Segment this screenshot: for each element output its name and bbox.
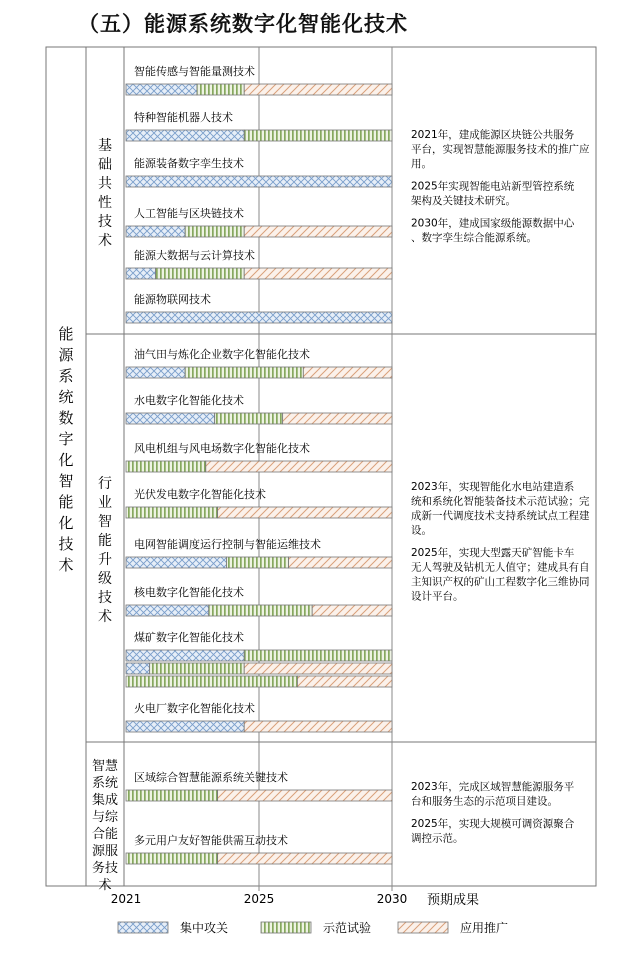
group-label-line: 集成 (91, 793, 119, 808)
bar-segment-demo (215, 413, 283, 424)
tech-name: 特种智能机器人技术 (134, 111, 233, 124)
group-label-char: 能 (98, 533, 112, 549)
main-label-char: 技 (58, 535, 74, 553)
outcome-text: 、数字孪生综合能源系统。 (411, 232, 537, 244)
group-label-line: 系统 (91, 776, 119, 791)
outcome-text: 2025年，实现大规模可调资源聚合 (411, 818, 575, 830)
bar-segment-demo (226, 557, 288, 568)
bar-segment-focus (126, 226, 185, 237)
outcome-text: 2030年，建成国家级能源数据中心 (411, 217, 575, 230)
group-label-char: 术 (98, 233, 112, 249)
group-label-line: 合能 (91, 827, 119, 842)
bar-segment-demo (126, 461, 206, 472)
group-label-line: 智慧 (91, 759, 119, 774)
tech-name: 电网智能调度运行控制与智能运维技术 (134, 538, 321, 551)
outcome-text: 2025年，实现大型露天矿智能卡车 (411, 547, 575, 559)
bar-segment-demo (244, 130, 392, 141)
bar-segment-focus (126, 650, 244, 661)
bar-segment-demo (156, 268, 245, 279)
axis-year-label: 2021 (110, 892, 142, 906)
bar-segment-focus (126, 130, 244, 141)
group-label-char: 共 (98, 176, 112, 192)
bar-segment-focus (126, 663, 150, 674)
outcome-text: 调控示范。 (411, 832, 464, 845)
tech-name: 人工智能与区块链技术 (134, 207, 244, 220)
group-label-char: 升 (98, 552, 112, 568)
group-label-char: 术 (98, 609, 112, 625)
group-label-char: 级 (98, 571, 112, 587)
outcome-text: 成新一代调度技术支持系统试点工程建 (411, 510, 590, 522)
outcome-text: 统和系统化智能装备技术示范试验；完 (411, 495, 590, 508)
bar-segment-focus (126, 312, 392, 323)
outcome-text: 设计平台。 (411, 590, 464, 603)
main-label-char: 化 (58, 514, 74, 532)
legend-swatch-demo (261, 922, 311, 933)
bar-segment-promo (289, 557, 392, 568)
tech-name: 水电数字化智能化技术 (134, 394, 244, 407)
tech-name: 智能传感与智能量测技术 (134, 65, 255, 78)
bar-segment-promo (297, 676, 392, 687)
bar-segment-focus (126, 605, 209, 616)
group-label-char: 性 (98, 195, 112, 211)
bar-segment-demo (126, 676, 297, 687)
legend-label: 集中攻关 (180, 921, 229, 935)
group-label-char: 础 (98, 157, 112, 173)
outcome-text: 平台，实现智慧能源服务技术的推广应 (411, 143, 590, 156)
bar-segment-demo (126, 853, 218, 864)
main-label-char: 源 (58, 346, 74, 364)
bar-segment-promo (283, 413, 392, 424)
tech-name: 煤矿数字化智能化技术 (134, 631, 244, 644)
axis-year-label: 2025 (243, 892, 275, 906)
tech-name: 区域综合智慧能源系统关键技术 (134, 771, 288, 784)
bar-segment-demo (197, 84, 244, 95)
legend-swatch-promo (398, 922, 448, 933)
tech-name: 风电机组与风电场数字化智能化技术 (134, 442, 310, 455)
main-label-char: 统 (58, 388, 74, 406)
page-title: （五）能源系统数字化智能化技术 (78, 12, 408, 36)
outcome-text: 2023年，实现智能化水电站建造系 (411, 481, 575, 493)
bar-segment-focus (126, 367, 185, 378)
main-label-char: 化 (58, 451, 74, 469)
bar-segment-focus (126, 413, 215, 424)
legend-swatch-focus (118, 922, 168, 933)
legend-label: 示范试验 (323, 921, 372, 935)
text-layer (58, 64, 590, 935)
group-label-char: 技 (98, 214, 112, 230)
main-label-char: 能 (58, 325, 74, 343)
tech-name: 火电厂数字化智能化技术 (134, 702, 255, 715)
tech-name: 能源装备数字孪生技术 (134, 157, 244, 170)
outcome-text: 主知识产权的矿山工程数字化三维协同 (411, 576, 590, 588)
bar-segment-promo (303, 367, 392, 378)
tech-name: 油气田与炼化企业数字化智能化技术 (134, 348, 310, 361)
outcome-text: 台和服务生态的示范项目建设。 (411, 795, 558, 808)
axis-year-label: 2030 (376, 892, 408, 906)
bar-segment-promo (244, 226, 392, 237)
bar-segment-demo (244, 650, 392, 661)
bar-segment-promo (218, 507, 392, 518)
bar-segment-promo (244, 663, 392, 674)
main-label-char: 系 (58, 367, 74, 385)
group-label-char: 智 (98, 514, 112, 530)
tech-name: 多元用户友好智能供需互动技术 (134, 834, 288, 847)
group-label-line: 术 (98, 878, 112, 893)
bar-segment-demo (150, 663, 245, 674)
outcome-text: 用。 (411, 158, 432, 170)
bar-segment-promo (244, 721, 392, 732)
group-label-char: 业 (98, 495, 112, 511)
legend-label: 应用推广 (460, 921, 509, 935)
group-label-line: 与综 (91, 810, 119, 825)
bar-segment-demo (185, 367, 303, 378)
main-label-char: 数 (58, 409, 74, 427)
bar-segment-promo (244, 84, 392, 95)
outcome-text: 架构及关键技术研究。 (411, 195, 516, 207)
tech-name: 能源大数据与云计算技术 (134, 249, 255, 262)
bar-segment-focus (126, 721, 244, 732)
main-label-char: 字 (58, 430, 74, 448)
bar-segment-demo (126, 507, 218, 518)
group-label-char: 基 (98, 138, 112, 154)
outcome-text: 2023年，完成区域智慧能源服务平 (411, 781, 575, 793)
bar-segment-focus (126, 176, 392, 187)
bar-segment-promo (312, 605, 392, 616)
bar-segment-promo (218, 853, 392, 864)
group-label-char: 技 (98, 590, 112, 606)
bar-segment-promo (244, 268, 392, 279)
bar-segment-focus (126, 84, 197, 95)
bar-segment-demo (185, 226, 244, 237)
outcome-text: 2021年，建成能源区块链公共服务 (411, 129, 575, 141)
bar-segment-promo (206, 461, 392, 472)
main-label-char: 能 (58, 493, 74, 511)
group-label-line: 源服 (91, 844, 119, 859)
main-label-char: 术 (58, 556, 74, 574)
tech-name: 核电数字化智能化技术 (134, 586, 244, 599)
outcome-text: 设。 (411, 524, 432, 537)
group-label-line: 务技 (91, 861, 119, 876)
bar-segment-demo (126, 790, 218, 801)
bar-segment-demo (209, 605, 312, 616)
outcome-header: 预期成果 (426, 893, 480, 908)
tech-name: 能源物联网技术 (134, 293, 211, 306)
bar-segment-focus (126, 268, 156, 279)
main-label-char: 智 (58, 472, 74, 490)
group-label-char: 行 (98, 476, 112, 492)
bar-segment-focus (126, 557, 226, 568)
outcome-text: 无人驾驶及钻机无人值守；建成具有自 (411, 561, 590, 574)
tech-name: 光伏发电数字化智能化技术 (134, 488, 266, 501)
outcome-text: 2025年实现智能电站新型管控系统 (411, 180, 575, 193)
bar-segment-promo (218, 790, 392, 801)
